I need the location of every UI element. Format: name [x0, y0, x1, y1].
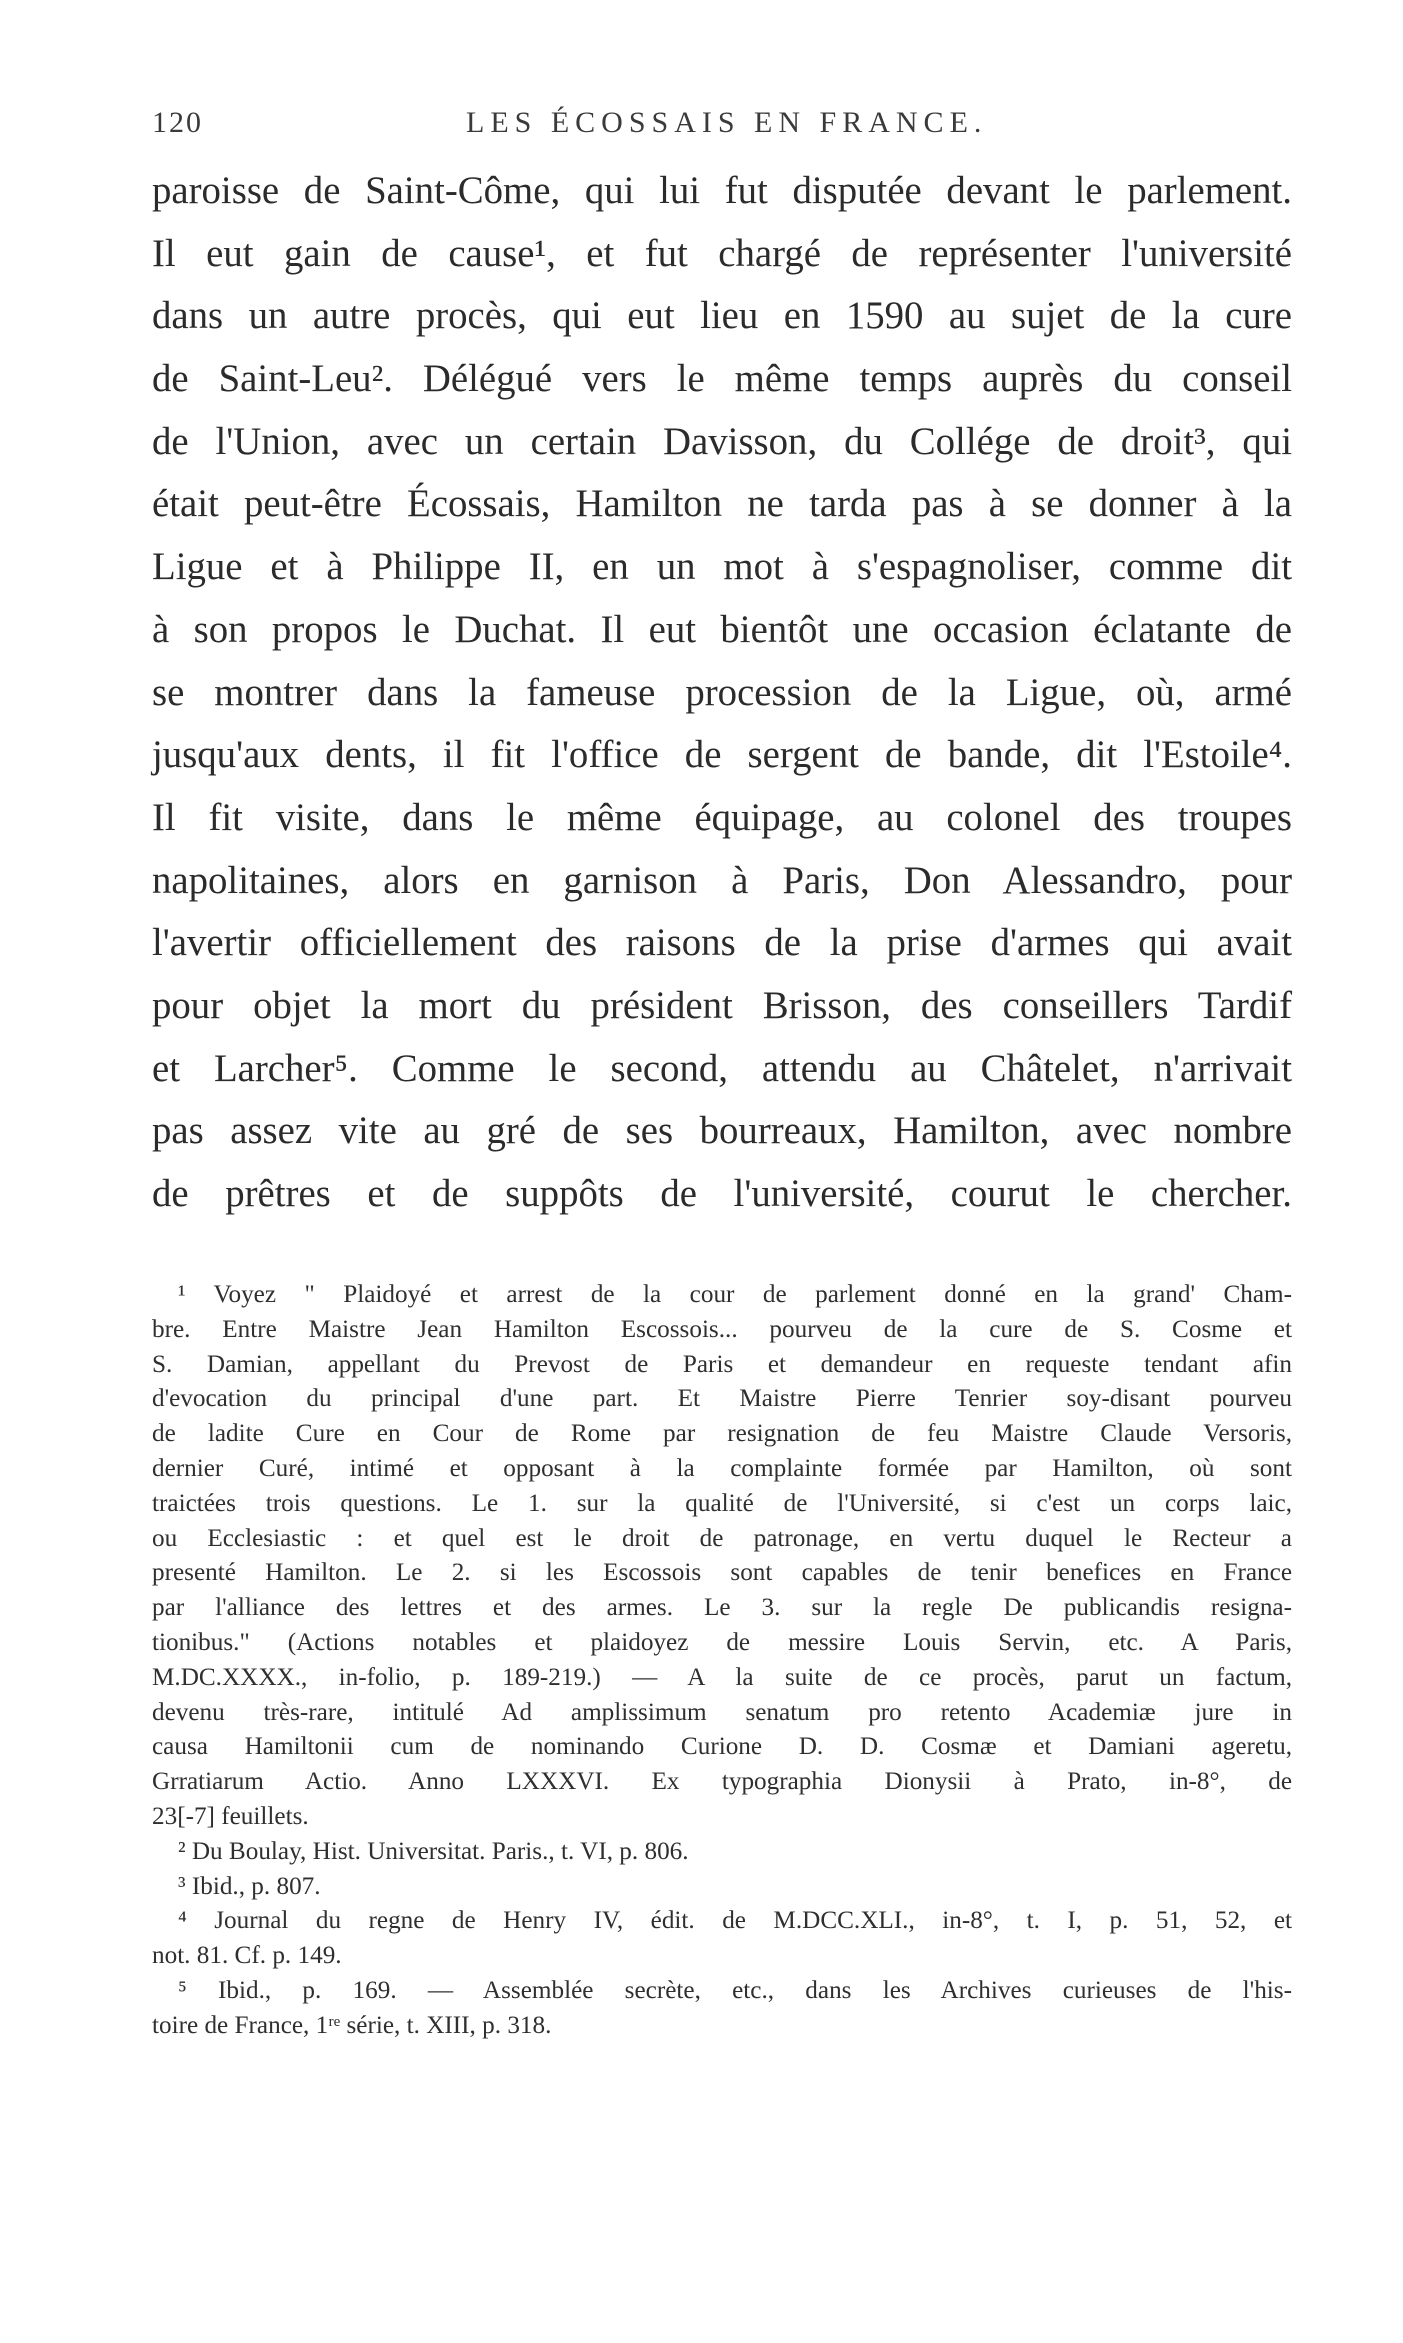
body-line: Il eut gain de cause¹, et fut chargé de représenter l'université — [152, 231, 1292, 275]
body-line: de Saint-Leu². Délégué vers le même temps auprès du conseil — [152, 357, 1292, 401]
footnote-1-line: traictées trois questions. Le 1. sur la qualité de l'Université, si c'est un corps laic, — [152, 1489, 1292, 1517]
footnote-1-line: de ladite Cure en Cour de Rome par resignation de feu Maistre Claude Versoris, — [152, 1420, 1292, 1448]
body-line: jusqu'aux dents, il fit l'office de sergent de bande, dit l'Estoile⁴. — [152, 733, 1292, 777]
footnote-1-line: devenu très-rare, intitulé Ad amplissimum senatum pro retento Academiæ jure in — [152, 1698, 1292, 1726]
footnote-1-line: tionibus." (Actions notables et plaidoyez de messire Louis Servin, etc. A Paris, — [152, 1628, 1292, 1656]
body-line: pour objet la mort du président Brisson, des conseillers Tardif — [152, 983, 1292, 1027]
body-line: napolitaines, alors en garnison à Paris, Don Alessandro, pour — [152, 858, 1292, 902]
footnote-4-line: ⁴ Journal du regne de Henry IV, édit. de M.DCC.XLI., in-8°, t. I, p. 51, 52, et — [178, 1907, 1292, 1935]
body-line: de prêtres et de suppôts de l'université, courut le chercher. — [152, 1172, 1292, 1215]
body-line: était peut-être Écossais, Hamilton ne tarda pas à se donner à la — [152, 482, 1292, 526]
footnote-1-line: d'evocation du principal d'une part. Et Maistre Pierre Tenrier soy-disant pourveu — [152, 1385, 1292, 1413]
page-number: 120 — [152, 106, 203, 139]
footnote-1-line: 23[-7] feuillets. — [152, 1802, 309, 1830]
footnote-1-line: par l'alliance des lettres et des armes. Le 3. sur la regle De publicandis resigna- — [152, 1594, 1292, 1622]
footnote-1-line: causa Hamiltonii cum de nominando Curione D. D. Cosmæ et Damiani ageretu, — [152, 1733, 1292, 1761]
running-title: LES ÉCOSSAIS EN FRANCE. — [466, 106, 988, 139]
body-line: et Larcher⁵. Comme le second, attendu au Châtelet, n'arrivait — [152, 1046, 1292, 1090]
body-line: paroisse de Saint-Côme, qui lui fut disputée devant le parlement. — [152, 169, 1292, 212]
footnote-1-line: presenté Hamilton. Le 2. si les Escossois sont capables de tenir benefices en France — [152, 1559, 1292, 1587]
running-head — [152, 106, 1292, 146]
footnote-3: ³ Ibid., p. 807. — [178, 1872, 321, 1900]
footnote-1-line: dernier Curé, intimé et opposant à la complainte formée par Hamilton, où sont — [152, 1454, 1292, 1482]
footnote-1-line: ou Ecclesiastic : et quel est le droit de patronage, en vertu duquel le Recteur a — [152, 1524, 1292, 1552]
body-line: Ligue et à Philippe II, en un mot à s'espagnoliser, comme dit — [152, 545, 1292, 589]
body-line: pas assez vite au gré de ses bourreaux, Hamilton, avec nombre — [152, 1109, 1292, 1153]
body-line: à son propos le Duchat. Il eut bientôt une occasion éclatante de — [152, 607, 1292, 651]
footnote-5-line: toire de France, 1ʳᵉ série, t. XIII, p. 318. — [152, 2011, 552, 2039]
footnote-1-line: M.DC.XXXX., in-folio, p. 189-219.) — A la suite de ce procès, parut un factum, — [152, 1663, 1292, 1691]
footnote-4-line: not. 81. Cf. p. 149. — [152, 1942, 342, 1970]
footnote-1-line: S. Damian, appellant du Prevost de Paris et demandeur en requeste tendant afin — [152, 1350, 1292, 1378]
body-line: de l'Union, avec un certain Davisson, du Collége de droit³, qui — [152, 419, 1292, 463]
body-line: dans un autre procès, qui eut lieu en 1590 au sujet de la cure — [152, 294, 1292, 338]
body-text — [152, 160, 1292, 1226]
footnote-5-line: ⁵ Ibid., p. 169. — Assemblée secrète, etc., dans les Archives curieuses de l'his- — [178, 1976, 1292, 2004]
footnotes — [152, 1278, 1292, 2044]
footnote-2: ² Du Boulay, Hist. Universitat. Paris., t. VI, p. 806. — [178, 1837, 689, 1865]
body-line: l'avertir officiellement des raisons de la prise d'armes qui avait — [152, 921, 1292, 965]
footnote-1-line: Grratiarum Actio. Anno LXXXVI. Ex typographia Dionysii à Prato, in-8°, de — [152, 1768, 1292, 1796]
body-line: se montrer dans la fameuse procession de la Ligue, où, armé — [152, 670, 1292, 714]
body-line: Il fit visite, dans le même équipage, au colonel des troupes — [152, 795, 1292, 839]
footnote-1-line: ¹ Voyez " Plaidoyé et arrest de la cour de parlement donné en la grand' Cham- — [178, 1281, 1292, 1308]
footnote-1-line: bre. Entre Maistre Jean Hamilton Escossois... pourveu de la cure de S. Cosme et — [152, 1315, 1292, 1343]
